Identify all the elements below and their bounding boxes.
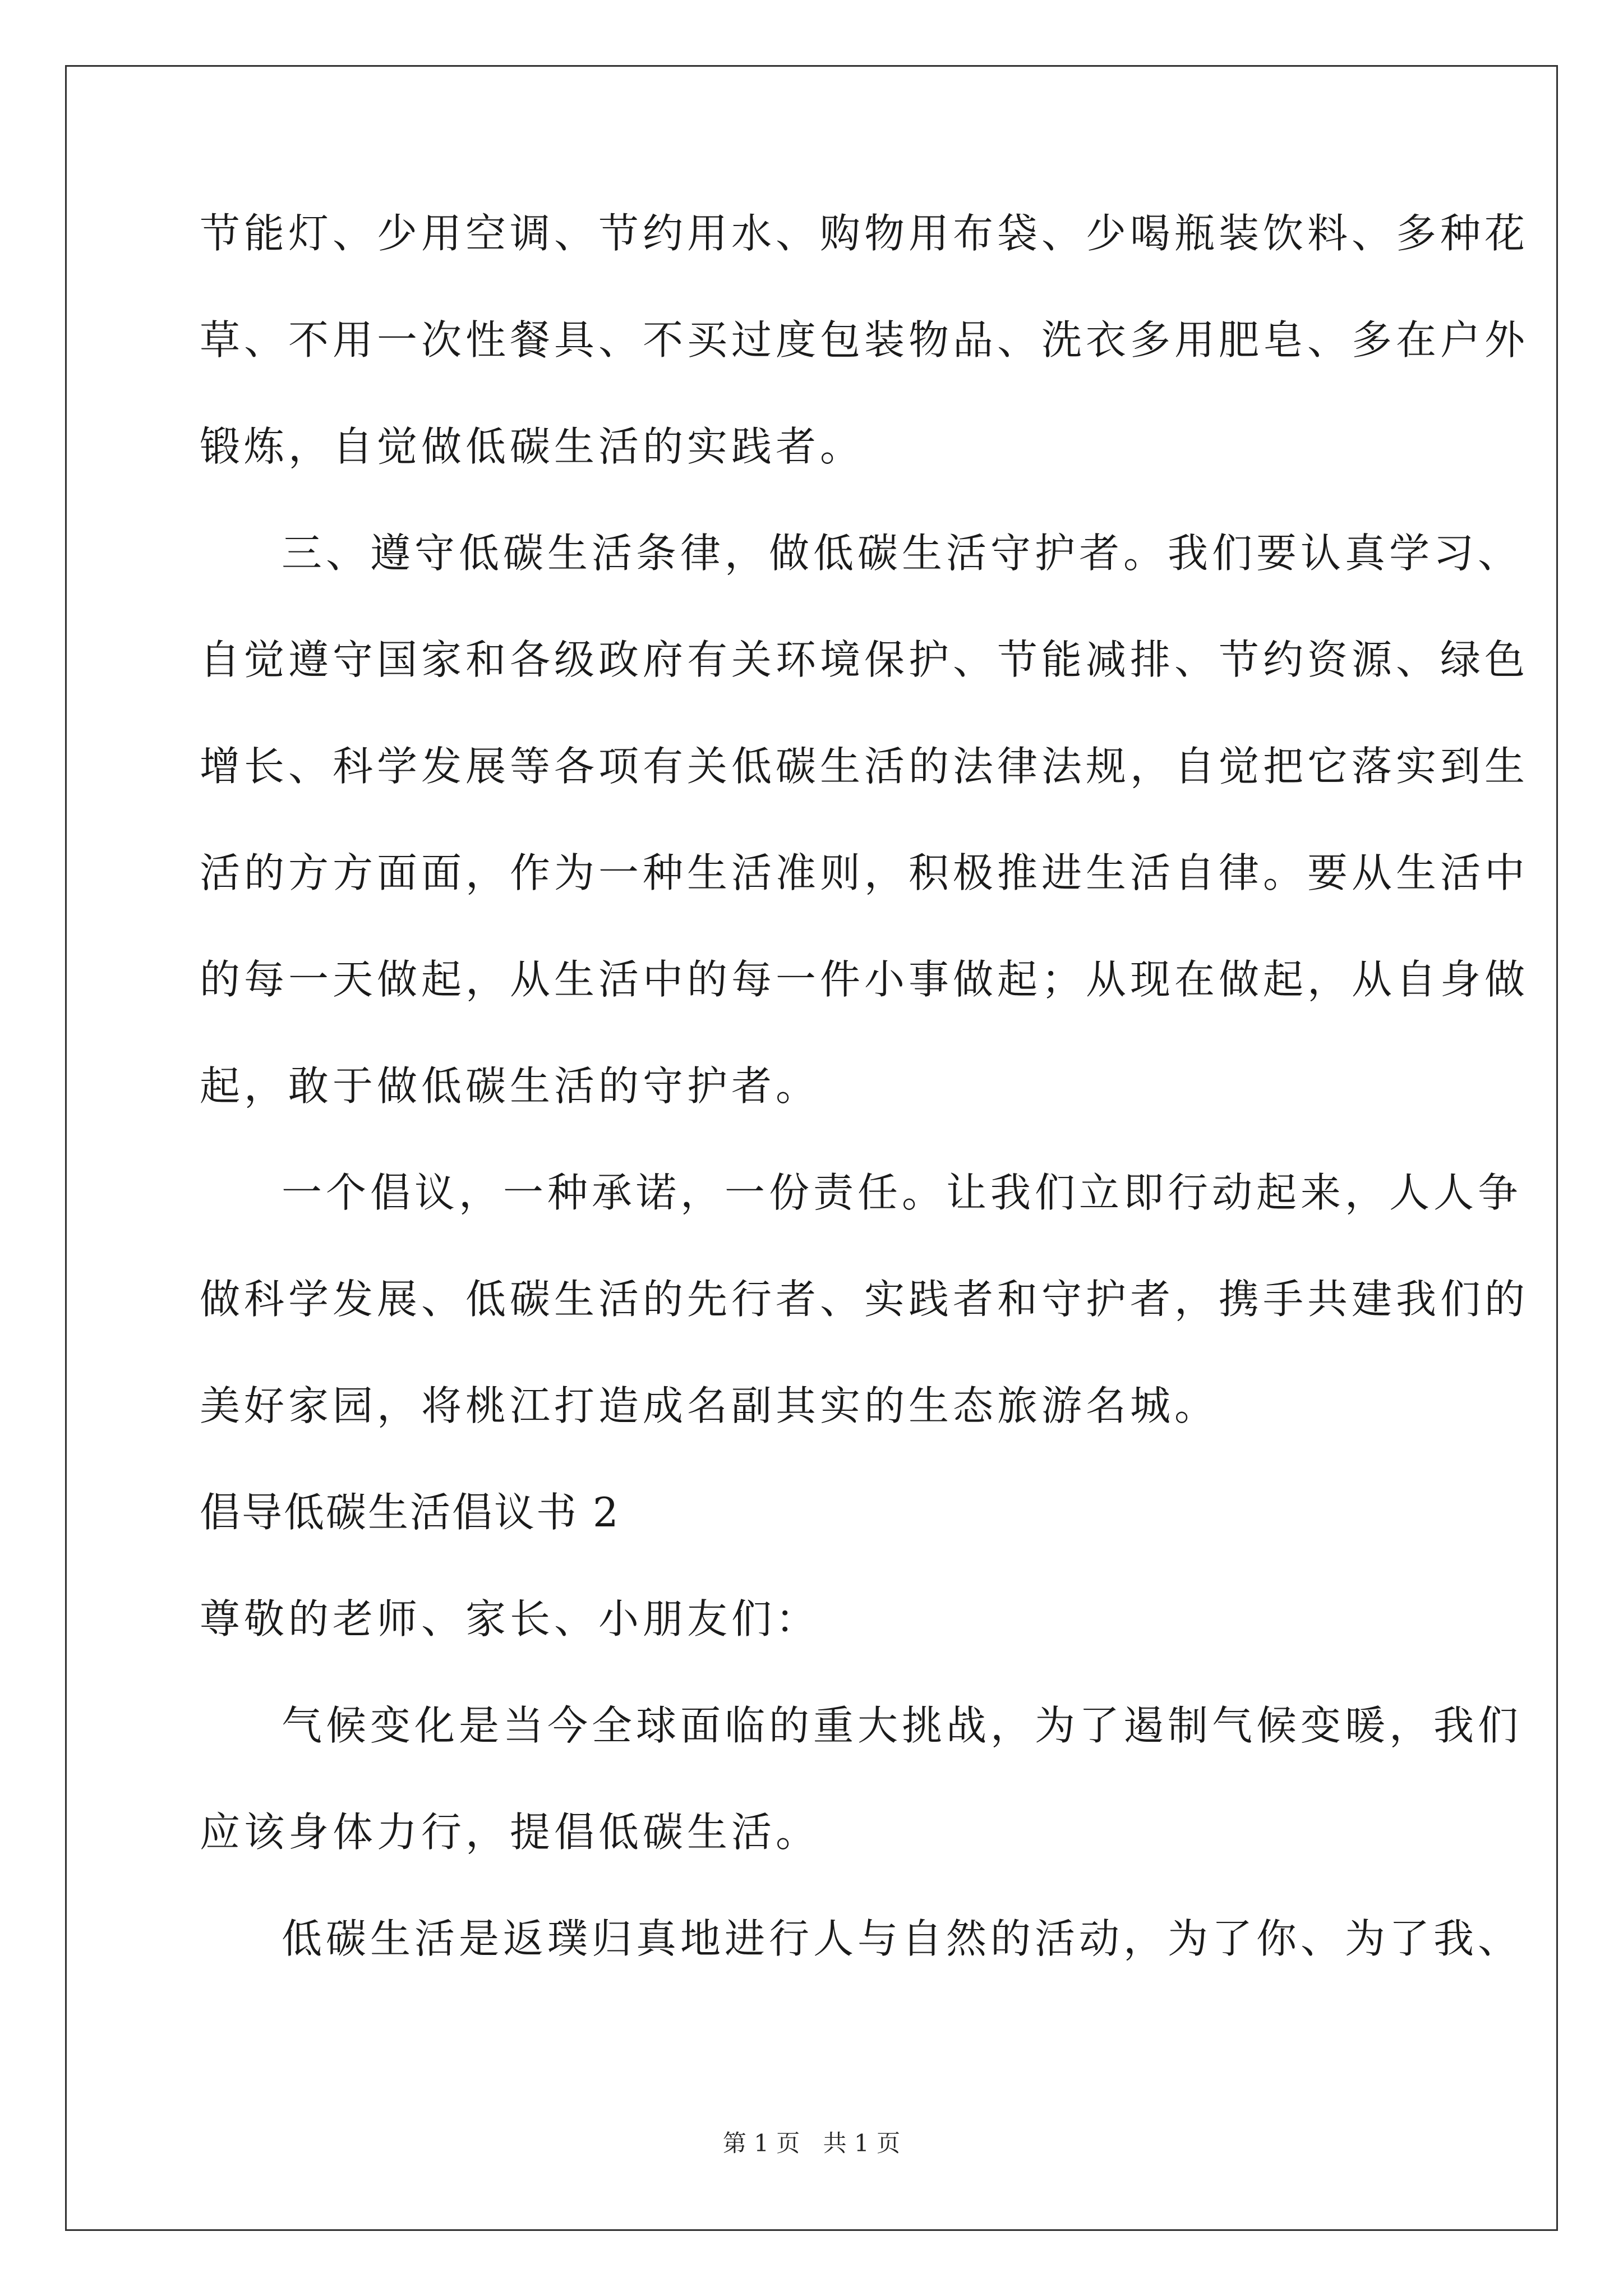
paragraph-start-line: 气候变化是当今全球面临的重大挑战，为了遏制气候变暖，我们 bbox=[282, 1702, 1523, 1749]
salutation: 尊敬的老师、家长、小朋友们： bbox=[200, 1595, 820, 1642]
paragraph-start-line: 三、遵守低碳生活条律，做低碳生活守护者。我们要认真学习、 bbox=[282, 530, 1523, 577]
page-border bbox=[65, 65, 1558, 2231]
body-line: 做科学发展、低碳生活的先行者、实践者和守护者，携手共建我们的 bbox=[200, 1276, 1529, 1323]
body-line: 应该身体力行，提倡低碳生活。 bbox=[200, 1809, 820, 1856]
body-line: 活的方方面面，作为一种生活准则，积极推进生活自律。要从生活中 bbox=[200, 849, 1529, 896]
page-number-current: 第 1 页 bbox=[722, 2129, 800, 2157]
section-heading: 倡导低碳生活倡议书 2 bbox=[200, 1489, 620, 1536]
paragraph-start-line: 低碳生活是返璞归真地进行人与自然的活动，为了你、为了我、 bbox=[282, 1915, 1523, 1962]
body-line: 美好家园，将桃江打造成名副其实的生态旅游名城。 bbox=[200, 1382, 1219, 1429]
body-line: 起，敢于做低碳生活的守护者。 bbox=[200, 1062, 820, 1110]
page-number-total: 共 1 页 bbox=[823, 2129, 901, 2157]
body-line: 增长、科学发展等各项有关低碳生活的法律法规，自觉把它落实到生 bbox=[200, 743, 1529, 790]
body-line: 锻炼，自觉做低碳生活的实践者。 bbox=[200, 423, 865, 470]
page-footer bbox=[0, 2129, 1623, 2157]
body-line: 草、不用一次性餐具、不买过度包装物品、洗衣多用肥皂、多在户外 bbox=[200, 316, 1529, 364]
body-line: 自觉遵守国家和各级政府有关环境保护、节能减排、节约资源、绿色 bbox=[200, 636, 1529, 683]
paragraph-start-line: 一个倡议，一种承诺，一份责任。让我们立即行动起来，人人争 bbox=[282, 1169, 1523, 1216]
body-line: 节能灯、少用空调、节约用水、购物用布袋、少喝瓶装饮料、多种花 bbox=[200, 210, 1529, 257]
body-line: 的每一天做起，从生活中的每一件小事做起；从现在做起，从自身做 bbox=[200, 956, 1529, 1003]
